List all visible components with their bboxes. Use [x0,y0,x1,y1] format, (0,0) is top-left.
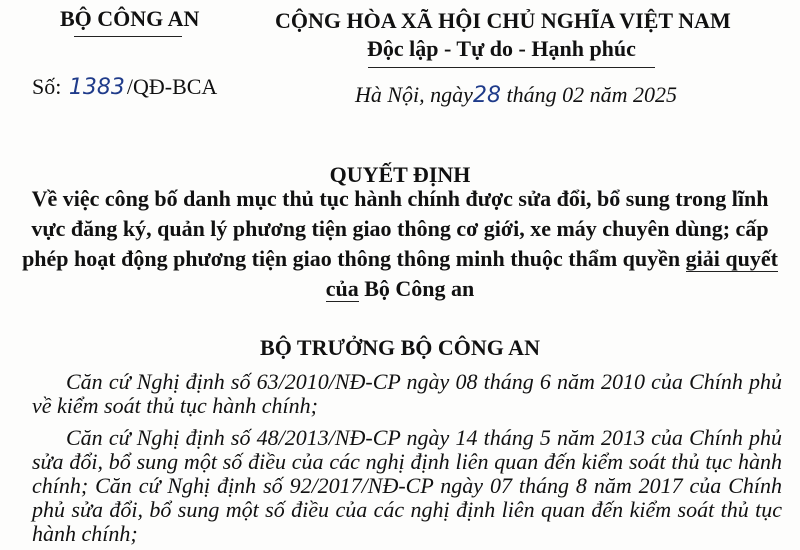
handwritten-number: 1383 [68,75,125,100]
legal-basis-paragraph [32,426,782,546]
document-number-suffix: /QĐ-BCA [126,74,218,99]
legal-basis-paragraph [32,370,782,418]
issuing-agency: BỘ CÔNG AN [60,6,200,31]
legal-basis-text: Căn cứ Nghị định số 63/2010/NĐ-CP ngày 08 tháng 6 năm 2010 của Chính phủ về kiểm soát thủ tục hành chính; [32,369,782,418]
place-and-date [355,82,677,108]
place-date-prefix: Hà Nội, ngày [355,82,473,107]
place-date-suffix: tháng 02 năm 2025 [506,82,677,107]
national-motto: Độc lập - Tự do - Hạnh phúc [367,36,636,61]
national-title: CỘNG HÒA XÃ HỘI CHỦ NGHĨA VIỆT NAM [275,8,731,33]
motto-underline [368,67,655,68]
legal-basis-text: Căn cứ Nghị định số 48/2013/NĐ-CP ngày 14 tháng 5 năm 2013 của Chính phủ sửa đổi, bổ sung một số điều của các nghị định liên quan đến kiểm soát thủ tục hành chính; Căn cứ Nghị định số 92/2017/NĐ-CP ngày 07 tháng 8 năm 2017 của Chính phủ sửa đổi, bổ sung một số điều của các nghị định liên quan đến kiểm soát thủ tục hành chính; [32,425,782,546]
document-number [32,74,217,100]
subject-end-text: Bộ Công an [364,276,475,301]
agency-underline [74,36,182,37]
subject-text: Về việc công bố danh mục thủ tục hành chính được sửa đổi, bổ sung trong lĩnh vực đăng ký, quản lý phương tiện giao thông cơ giới, xe máy chuyên dùng; cấp phép hoạt động phương tiện giao thông thông minh thuộc thẩm quyền [22,186,769,271]
issuing-authority-title: BỘ TRƯỞNG BỘ CÔNG AN [260,335,540,360]
document-type-title: QUYẾT ĐỊNH [329,162,471,187]
subject-underlined-text: giải quyết của [325,246,778,301]
decision-subject [20,184,780,304]
handwritten-day: 28 [472,83,501,108]
document-number-prefix: Số: [32,74,62,99]
